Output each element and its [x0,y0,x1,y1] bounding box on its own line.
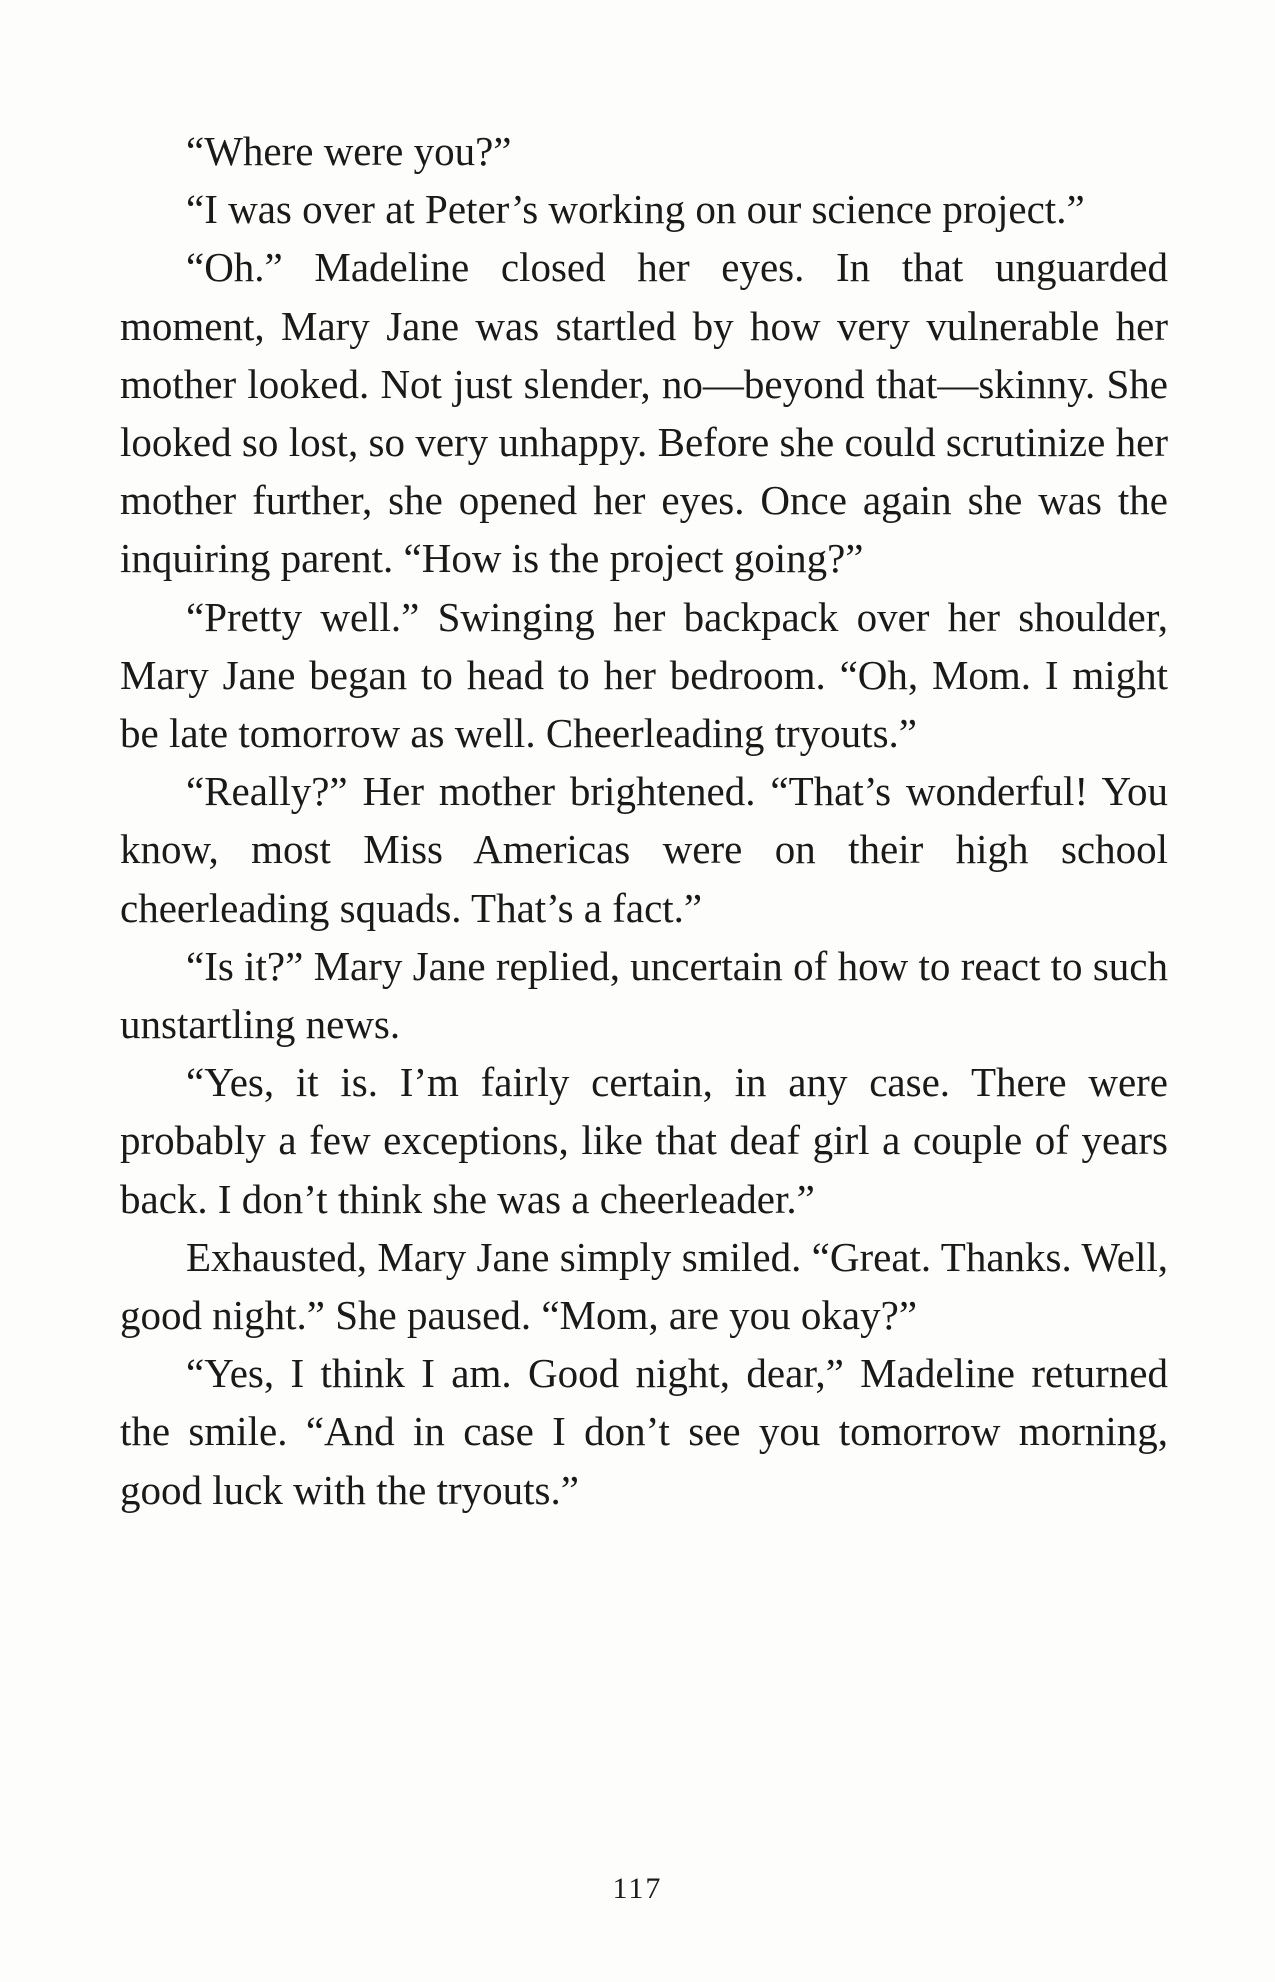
paragraph: Exhausted, Mary Jane simply smiled. “Great. Thanks. Well, good night.” She paused. “Mom, are you okay?” [120,1233,1168,1339]
body-text [120,122,1168,1519]
paragraph: “Really?” Her mother brightened. “That’s wonderful! You know, most Miss Americas were on their high school cheerleading squads. That’s a fact.” [120,768,1168,931]
paragraph: “Is it?” Mary Jane replied, uncertain of how to react to such unstartling news. [120,942,1168,1048]
paragraph: “Pretty well.” Swinging her backpack over her shoulder, Mary Jane began to head to her bedroom. “Oh, Mom. I might be late tomorrow as well. Cheerleading tryouts.” [120,593,1168,757]
paragraph: “Yes, I think I am. Good night, dear,” Madeline returned the smile. “And in case I don’t see you tomorrow morning, good luck with the tryouts.” [120,1350,1168,1513]
page-number: 117 [612,1872,663,1905]
paragraph: “Where were you?” [186,128,512,174]
paragraph: “Oh.” Madeline closed her eyes. In that unguarded moment, Mary Jane was startled by how very vulnerable her mother looked. Not just slender, no—beyond that—skinny. She looked so lost, so very unhappy. Before she could scrutinize her mother further, she opened her eyes. Once again she was the inquiring parent. “How is the project going?” [120,244,1168,582]
paragraph: “Yes, it is. I’m fairly certain, in any case. There were probably a few exceptions, like that deaf girl a couple of years back. I don’t think she was a cheerleader.” [120,1059,1168,1222]
paragraph: “I was over at Peter’s working on our science project.” [186,186,1085,233]
